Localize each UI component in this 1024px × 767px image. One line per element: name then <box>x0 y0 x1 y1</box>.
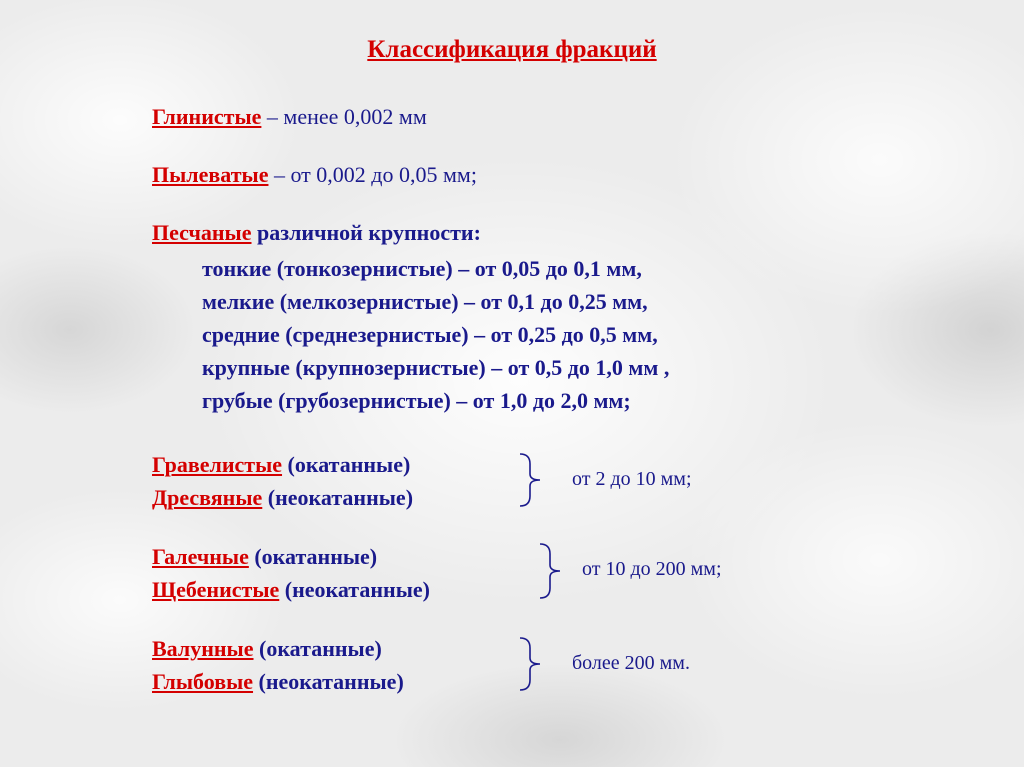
crushed-stone-line <box>152 577 430 603</box>
gravel-line <box>152 452 410 478</box>
crushed-stone-name: Щебенистые <box>152 577 280 602</box>
grus-name: Дресвяные <box>152 485 263 510</box>
sand-item-fine-2: мелкие (мелкозернистые) – от 0,1 до 0,25 мм, <box>202 289 648 314</box>
silt-line <box>152 162 477 188</box>
sand-item-medium: средние (среднезернистые) – от 0,25 до 0,5 мм, <box>202 322 658 347</box>
sand-item-very-coarse: грубые (грубозернистые) – от 1,0 до 2,0 мм; <box>202 388 631 413</box>
pebble-name: Галечные <box>152 544 249 569</box>
silt-text: – от 0,002 до 0,05 мм; <box>268 162 477 187</box>
sand-item-fine-1: тонкие (тонкозернистые) – от 0,05 до 0,1 мм, <box>202 256 642 281</box>
boulder-line <box>152 636 382 662</box>
clay-line <box>152 104 427 130</box>
brace-gravel-icon <box>516 452 546 508</box>
brace-boulder-icon <box>516 636 546 692</box>
boulder-name: Валунные <box>152 636 254 661</box>
sand-line <box>152 220 481 246</box>
boulder-range: более 200 мм. <box>572 652 690 674</box>
grus-text: (неокатанные) <box>262 485 414 510</box>
block-name: Глыбовые <box>152 669 254 694</box>
clay-name: Глинистые <box>152 104 262 129</box>
sand-name: Песчаные <box>152 220 252 245</box>
gravel-range: от 2 до 10 мм; <box>572 468 692 490</box>
brace-pebble-icon <box>536 542 566 600</box>
silt-name: Пылеватые <box>152 162 269 187</box>
sand-item-coarse: крупные (крупнозернистые) – от 0,5 до 1,0 мм , <box>202 355 670 380</box>
gravel-name: Гравелистые <box>152 452 283 477</box>
block-line <box>152 669 404 695</box>
boulder-text: (окатанные) <box>253 636 382 661</box>
grus-line <box>152 485 413 511</box>
page-title: Классификация фракций <box>367 36 657 63</box>
sand-text: различной крупности: <box>251 220 481 245</box>
gravel-text: (окатанные) <box>282 452 411 477</box>
clay-text: – менее 0,002 мм <box>261 104 427 129</box>
pebble-range: от 10 до 200 мм; <box>582 558 722 580</box>
crushed-stone-text: (неокатанные) <box>279 577 430 602</box>
pebble-line <box>152 544 377 570</box>
block-text: (неокатанные) <box>253 669 404 694</box>
pebble-text: (окатанные) <box>248 544 378 569</box>
